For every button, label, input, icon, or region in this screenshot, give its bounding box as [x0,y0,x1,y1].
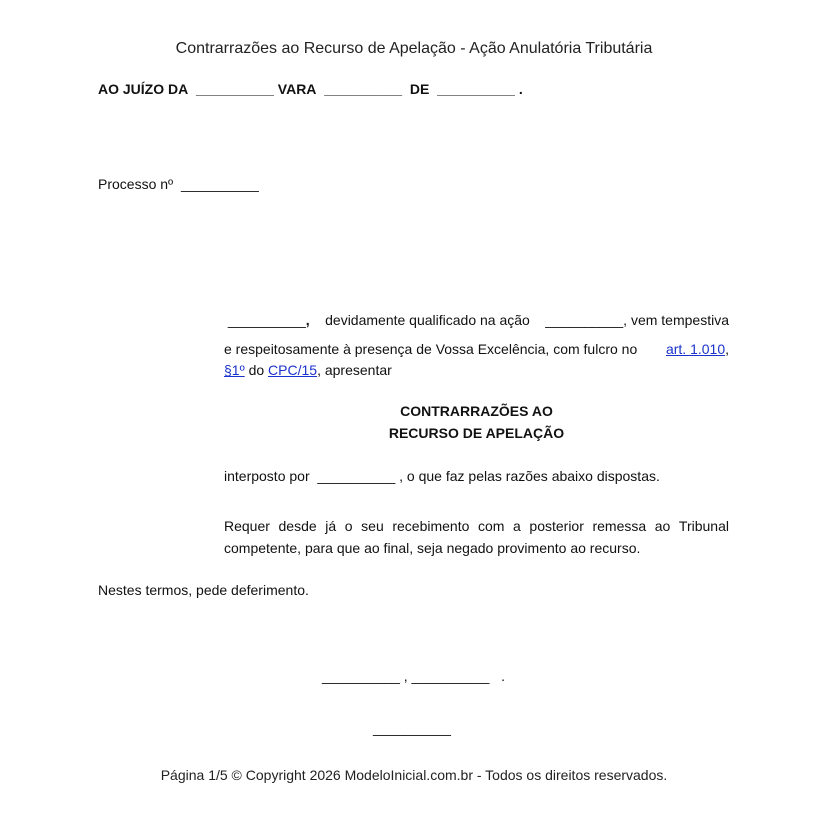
request-word: o [344,518,353,534]
date-blank: __________ [411,668,490,684]
request-word: seu [361,518,384,534]
request-word: posterior [529,518,584,534]
address-blank-city: __________ [437,81,515,97]
page-footer: Página 1/5 © Copyright 2026 ModeloInicial.com.br - Todos os direitos reservados. [160,767,668,783]
court-address-line [98,81,523,97]
address-blank-vara: __________ [324,81,403,97]
request-word: a [513,518,521,534]
link-paragraph-1[interactable]: §1º [224,362,245,378]
action-group [545,312,729,328]
address-vara: VARA [277,81,317,97]
interposto-blank: __________ [317,468,396,484]
intro-line-2-text: e respeitosamente à presença de Vossa Excelência, com fulcro no [224,341,638,357]
signature-blank: __________ [373,720,451,736]
intro-tail-3: , apresentar [317,362,392,378]
address-blank-court: __________ [196,81,274,97]
request-word: com [477,518,505,534]
party-comma: , [305,312,310,328]
request-line-1 [224,518,729,534]
request-word: recebimento [392,518,470,534]
closing-text: Nestes termos, pede deferimento. [98,582,309,598]
do-text: do [248,362,265,378]
document-title-line-1: CONTRARRAZÕES AO [400,403,553,419]
address-prefix: AO JUÍZO DA [98,81,189,97]
intro-line-1 [224,312,729,328]
place-blank: __________ [322,668,400,684]
interposto-label: interposto por [224,468,310,484]
link-cpc15[interactable]: CPC/15 [268,362,318,378]
document-title-line-2: RECURSO DE APELAÇÃO [388,425,565,441]
process-label: Processo nº [98,176,174,192]
request-word: desde [278,518,317,534]
link-art-1010[interactable]: art. 1.010 [665,341,726,357]
interposto-line [224,468,660,484]
party-group [224,312,310,328]
intro-line-3 [224,362,392,378]
request-word: ao [654,518,671,534]
request-word: já [325,518,337,534]
place-date-separator: , [403,668,408,684]
art-link-group [666,341,729,357]
action-blank: __________ [545,312,624,328]
request-line-2: competente, para que ao final, seja negado provimento ao recurso. [224,540,641,556]
request-word: remessa [592,518,647,534]
document-header-title: Contrarrazões ao Recurso de Apelação - Ação Anulatória Tributária [175,40,653,57]
process-blank: __________ [180,176,259,192]
request-word: Tribunal [678,518,729,534]
interposto-tail: , o que faz pelas razões abaixo dispostas. [399,468,660,484]
address-de: DE [409,81,430,97]
address-dot: . [518,81,523,97]
party-blank: __________ [227,312,306,328]
request-word: Requer [224,518,270,534]
intro-tail-1: , vem tempestiva [623,312,729,328]
process-number-line [98,176,259,192]
qualified-text: devidamente qualificado na ação [325,312,530,328]
intro-line-2 [224,341,729,357]
place-date-dot: . [501,668,505,684]
art-comma: , [725,341,729,357]
place-date-line [322,668,505,684]
